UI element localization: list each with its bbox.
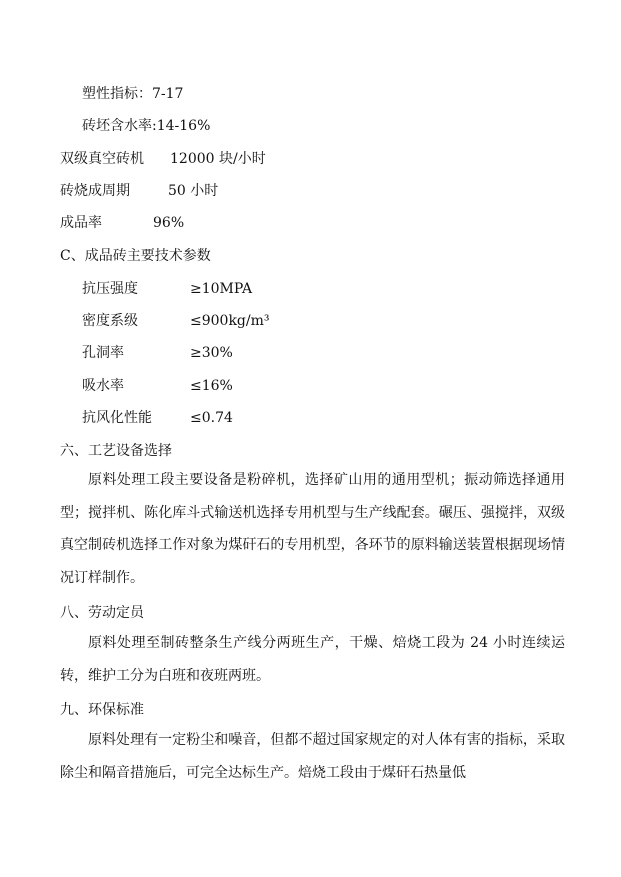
spec-value: ≥10MPA bbox=[190, 281, 253, 297]
param-row bbox=[82, 84, 183, 104]
param-label: 砖烧成周期 bbox=[60, 183, 130, 199]
spec-label: 密度系级 bbox=[82, 313, 138, 329]
param-row bbox=[82, 116, 210, 136]
spec-row bbox=[82, 408, 233, 428]
spec-row bbox=[82, 343, 233, 363]
spec-value: ≤0.74 bbox=[190, 410, 233, 426]
spec-row bbox=[82, 311, 270, 331]
spec-label: 抗压强度 bbox=[82, 281, 138, 297]
section-heading: C、成品砖主要技术参数 bbox=[60, 248, 211, 264]
param-value: 96% bbox=[153, 215, 185, 231]
param-value: :14-16% bbox=[152, 118, 211, 134]
param-label: 砖坯含水率 bbox=[82, 118, 152, 134]
paragraph: 原料处理至制砖整条生产线分两班生产，干燥、焙烧工段为 24 小时连续运转，维护工分为白班和夜班两班。 bbox=[60, 635, 565, 684]
param-value: 50 小时 bbox=[168, 183, 219, 199]
param-row bbox=[60, 149, 266, 169]
spec-row bbox=[82, 279, 253, 299]
param-label: 塑性指标： bbox=[82, 86, 152, 102]
param-row bbox=[60, 213, 185, 233]
spec-value: ≤16% bbox=[190, 378, 233, 394]
param-label: 双级真空砖机 bbox=[60, 151, 144, 167]
section-heading: 八、劳动定员 bbox=[60, 605, 144, 621]
spec-value: ≥30% bbox=[190, 345, 233, 361]
param-value: 7-17 bbox=[152, 86, 184, 102]
spec-row bbox=[82, 376, 233, 396]
param-value: 12000 块/小时 bbox=[170, 151, 266, 167]
param-label: 成品率 bbox=[60, 215, 102, 231]
section-heading: 六、工艺设备选择 bbox=[60, 443, 172, 459]
paragraph: 原料处理有一定粉尘和噪音，但都不超过国家规定的对人体有害的指标，采取除尘和隔音措施后，可完全达标生产。焙烧工段由于煤矸石热量低 bbox=[60, 732, 565, 781]
spec-label: 抗风化性能 bbox=[82, 410, 152, 426]
paragraph: 原料处理工段主要设备是粉碎机，选择矿山用的通用型机；振动筛选择通用型；搅拌机、陈化库斗式输送机选择专用机型与生产线配套。碾压、强搅拌，双级真空制砖机选择工作对象为煤矸石的专用机型，各环节的原料输送装置根据现场情况订样制作。 bbox=[60, 472, 565, 586]
spec-label: 孔洞率 bbox=[82, 345, 124, 361]
spec-value: ≤900kg/m³ bbox=[190, 313, 270, 329]
spec-label: 吸水率 bbox=[82, 378, 124, 394]
param-row bbox=[60, 181, 219, 201]
section-heading: 九、环保标准 bbox=[60, 702, 144, 718]
